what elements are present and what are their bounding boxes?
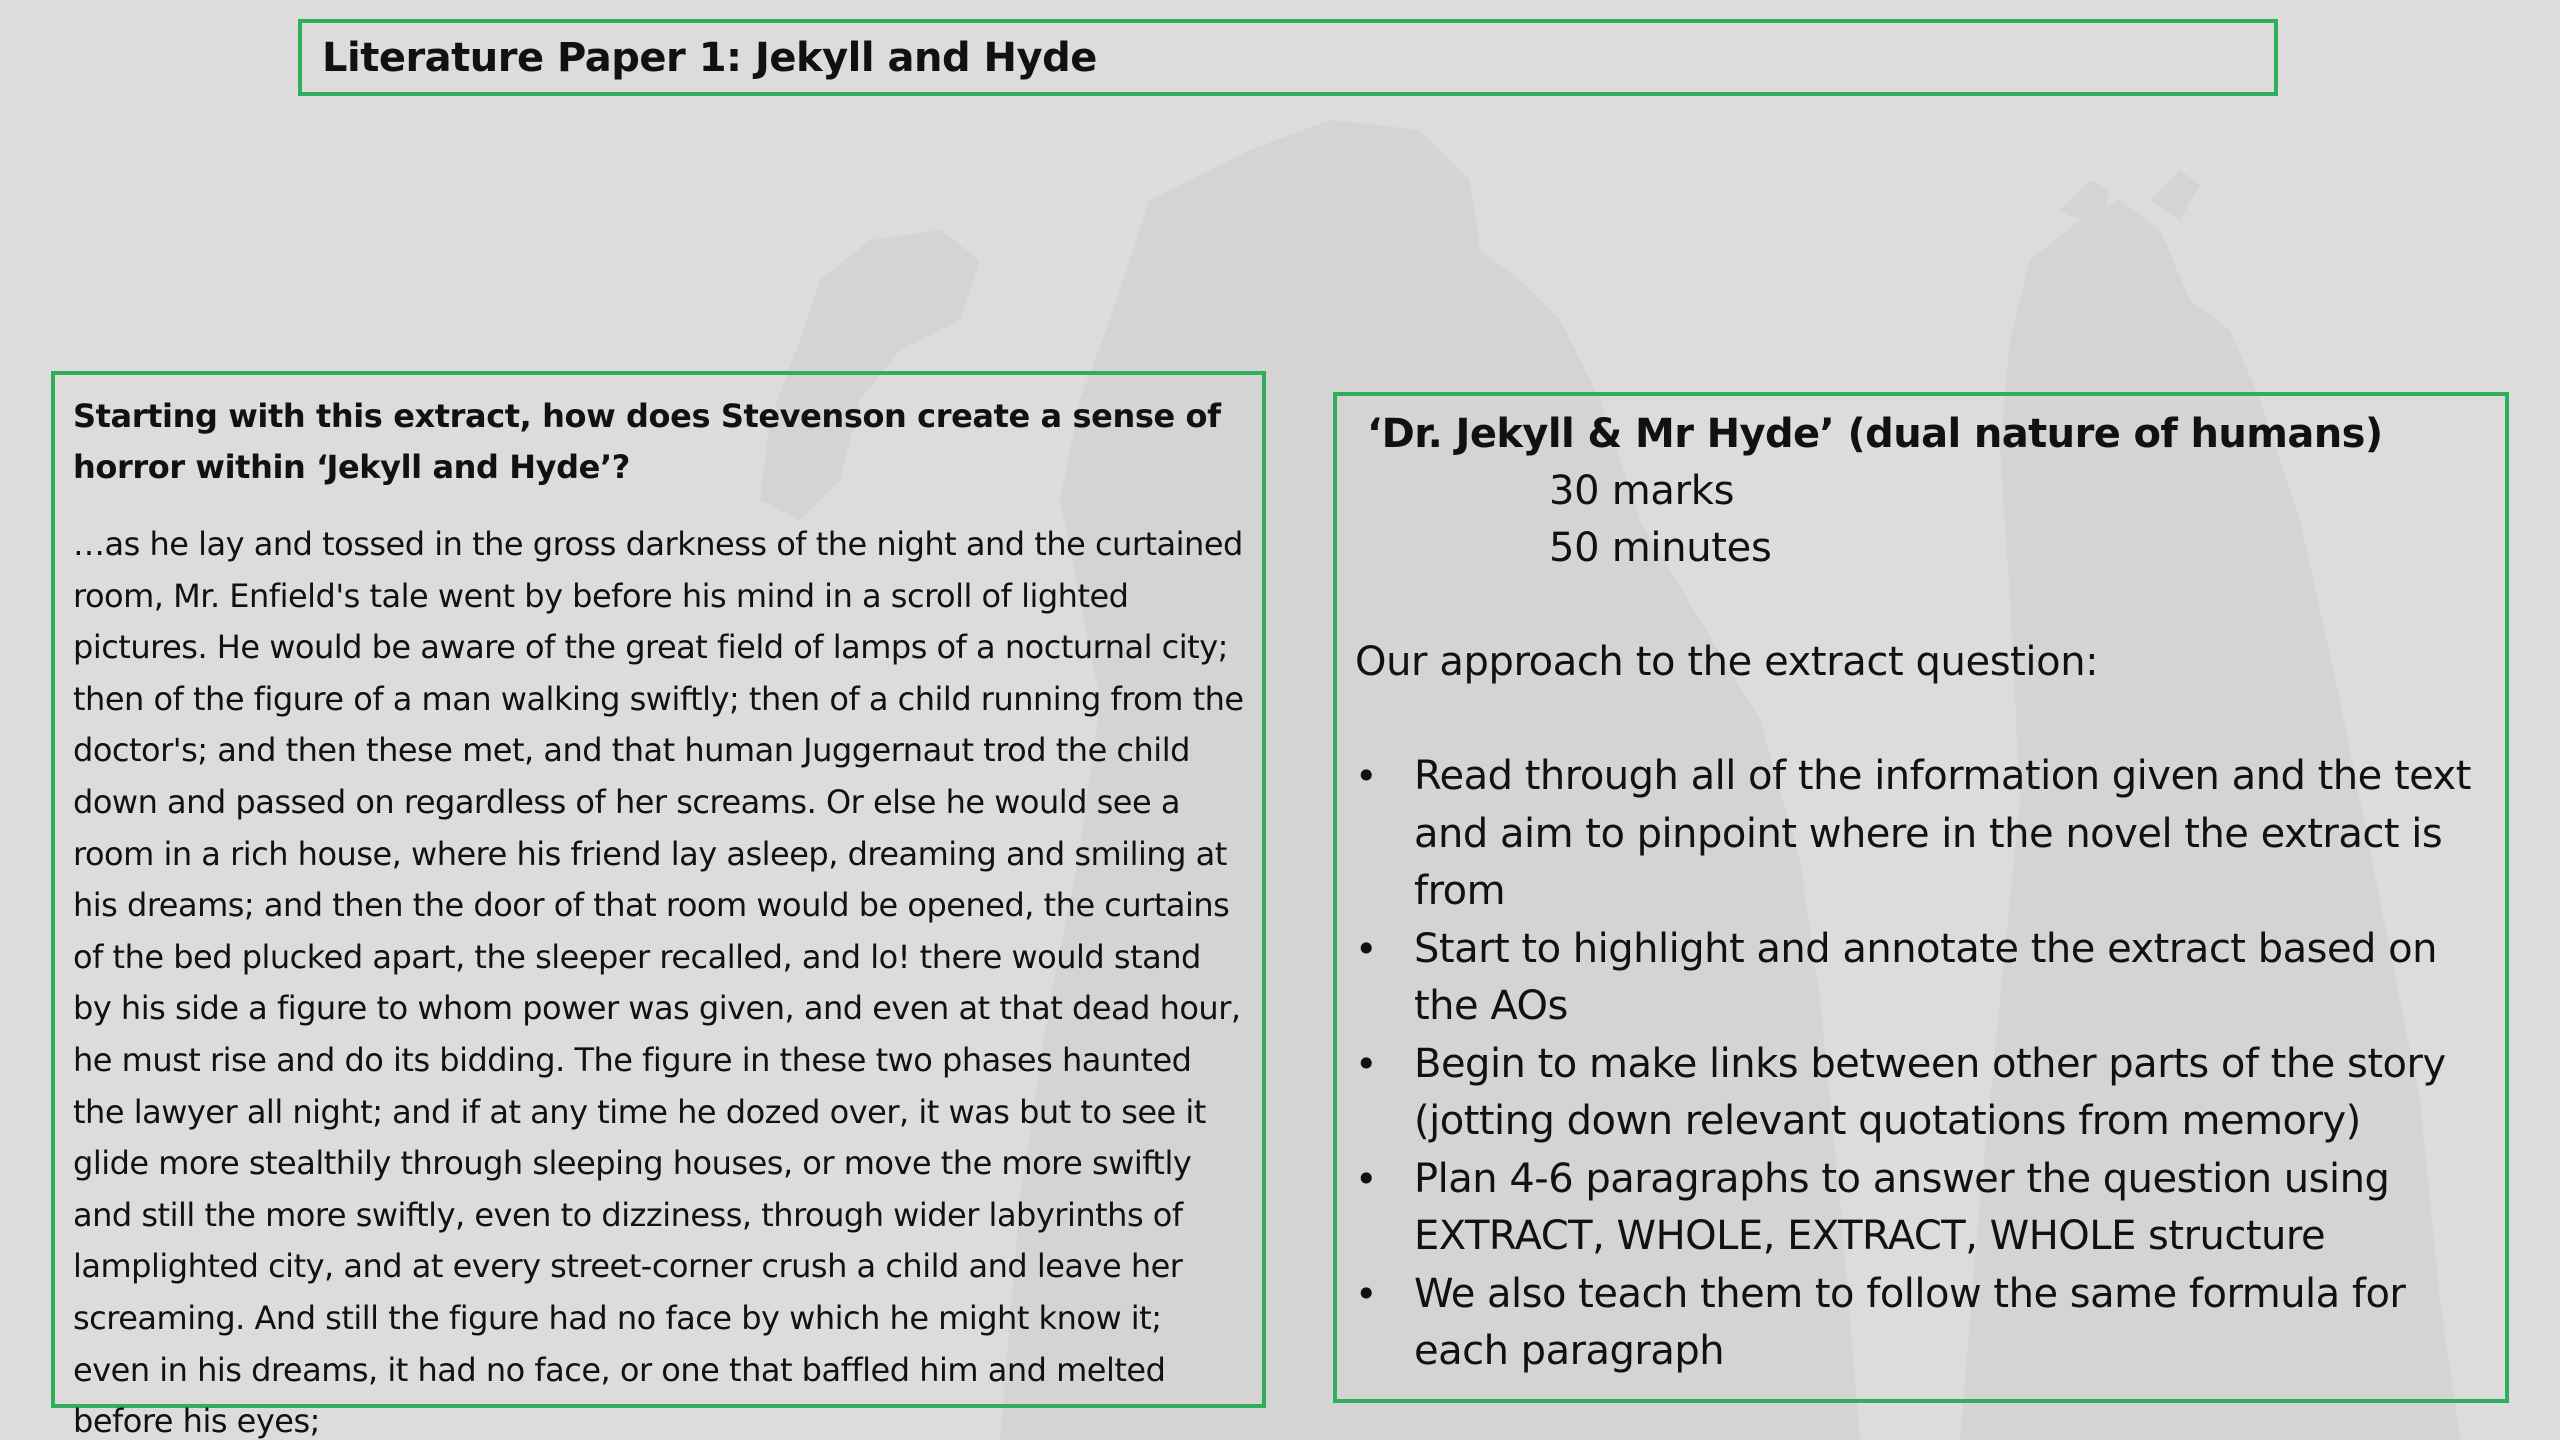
list-item-text: We also teach them to follow the same formula for each paragraph [1414,1270,2406,1374]
list-item-text: Begin to make links between other parts of the story (jotting down relevant quotations from memory) [1414,1040,2446,1144]
extract-panel [51,371,1266,1440]
slide-title: Literature Paper 1: Jekyll and Hyde [322,34,1097,81]
list-item [1355,1036,2485,1151]
approach-intro: Our approach to the extract question: [1355,639,2099,685]
slide-title-box [298,19,2278,96]
list-item-text: Plan 4-6 paragraphs to answer the question using EXTRACT, WHOLE, EXTRACT, WHOLE structure [1414,1155,2390,1259]
list-item [1355,921,2485,1036]
approach-bullet-list [1355,748,2485,1381]
minutes-label: 50 minutes [1549,525,1772,571]
list-item-text: Start to highlight and annotate the extract based on the AOs [1414,925,2437,1029]
list-item-text: Read through all of the information given and the text and aim to pinpoint where in the novel the extract is from [1414,753,2471,914]
bullet-icon: • [1355,754,1377,798]
bullet-icon: • [1355,926,1377,971]
list-item [1355,1151,2485,1266]
extract-question: Starting with this extract, how does Stevenson create a sense of horror within ‘Jekyll and Hyde’? [73,397,1221,486]
bullet-icon: • [1355,1041,1377,1086]
list-item [1355,1266,2485,1381]
marks-label: 30 marks [1549,468,1735,514]
extract-passage: …as he lay and tossed in the gross darkness of the night and the curtained room, Mr. Enfield's tale went by before his mind in a scroll of lighted pictures. He would be aware of the great field of lamps of a nocturnal city; then of the figure of a man walking swiftly; then of a child running from the doctor's; and then these met, and that human Juggernaut trod the child down and passed on regardless of her screams. Or else he would see a room in a rich house, where his friend lay asleep, dreaming and smiling at his dreams; and then the door of that room would be opened, the curtains of the bed plucked apart, the sleeper recalled, and lo! there would stand by his side a figure to whom power was given, and even at that dead hour, he must rise and do its bidding. The figure in these two phases haunted the lawyer all night; and if at any time he dozed over, it was but to see it glide more stealthily through sleeping houses, or move the more swiftly and still the more swiftly, even to dizziness, through wider labyrinths of lamplighted city, and at every street-corner crush a child and leave her screaming. And still the figure had no face by which he might know it; even in his dreams, it had no face, or one that baffled him and melted before his eyes; [73,525,1244,1440]
bullet-icon: • [1355,1271,1377,1316]
approach-panel [1333,392,2509,1403]
approach-heading: ‘Dr. Jekyll & Mr Hyde’ (dual nature of humans) [1367,411,2383,457]
list-item [1355,748,2485,921]
bullet-icon: • [1355,1156,1377,1201]
